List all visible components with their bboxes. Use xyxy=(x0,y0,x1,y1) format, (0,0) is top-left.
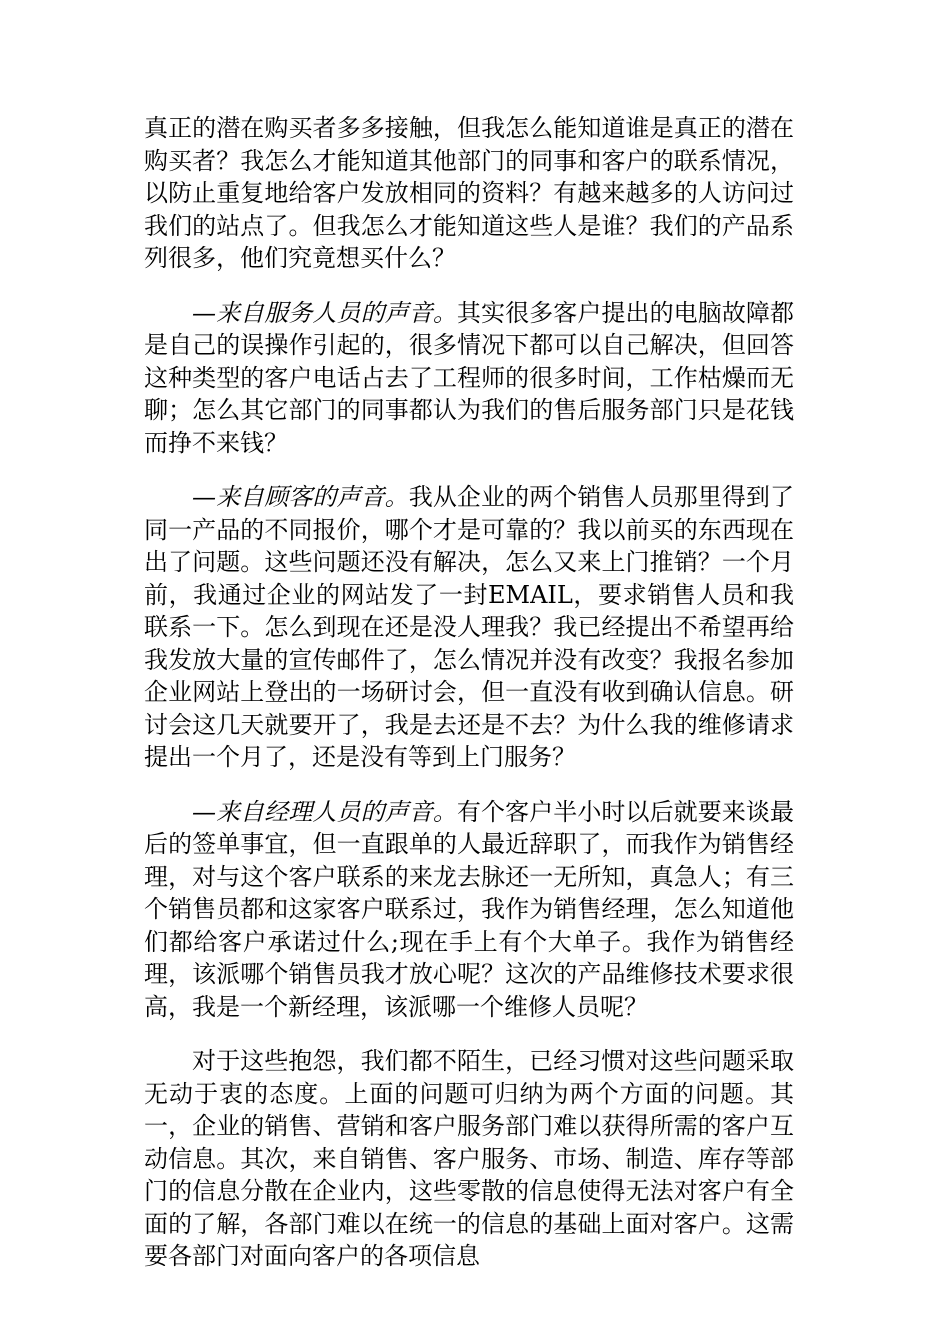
document-page xyxy=(144,112,794,1295)
paragraph-2-lead: —来自服务人员的声音。 xyxy=(192,298,457,327)
paragraph-2-text: 其实很多客户提出的电脑故障都是自己的误操作引起的，很多情况下都可以自己解决，但回答这种类型的客户电话占去了工程师的很多时间，工作枯燥而无聊；怎么其它部门的同事都认为我们的售后服务部门只是花钱而挣不来钱？ xyxy=(144,298,795,457)
paragraph-1-text: 真正的潜在购买者多多接触，但我怎么能知道谁是真正的潜在购买者？我怎么才能知道其他部门的同事和客户的联系情况，以防止重复地给客户发放相同的资料？有越来越多的人访问过我们的站点了。但我怎么才能知道这些人是谁？我们的产品系列很多，他们究竟想买什么？ xyxy=(144,114,794,272)
paragraph-4-lead: —来自经理人员的声音。 xyxy=(192,797,457,826)
paragraph-1 xyxy=(144,112,794,275)
paragraph-3 xyxy=(144,481,794,774)
paragraph-4 xyxy=(144,796,794,1024)
paragraph-2 xyxy=(144,297,794,460)
paragraph-4-text: 有个客户半小时以后就要来谈最后的签单事宜，但一直跟单的人最近辞职了，而我作为销售经理，对与这个客户联系的来龙去脉还一无所知，真急人；有三个销售员都和这家客户联系过，我作为销售经理，怎么知道他们都给客户承诺过什么;现在手上有个大单子。我作为销售经理，该派哪个销售员我才放心呢？这次的产品维修技术要求很高，我是一个新经理，该派哪一个维修人员呢？ xyxy=(144,797,795,1021)
paragraph-3-text: 我从企业的两个销售人员那里得到了同一产品的不同报价，哪个才是可靠的？我以前买的东西现在出了问题。这些问题还没有解决，怎么又来上门推销？一个月前，我通过企业的网站发了一封EMAIL，要求销售人员和我联系一下。怎么到现在还是没人理我？我已经提出不希望再给我发放大量的宣传邮件了，怎么情况并没有改变？我报名参加企业网站上登出的一场研讨会，但一直没有收到确认信息。研讨会这几天就要开了，我是去还是不去？为什么我的维修请求提出一个月了，还是没有等到上门服务？ xyxy=(144,483,794,771)
paragraph-3-lead: —来自顾客的声音。 xyxy=(192,483,409,511)
paragraph-5-text: 对于这些抱怨，我们都不陌生，已经习惯对这些问题采取无动于衷的态度。上面的问题可归纳为两个方面的问题。其一，企业的销售、营销和客户服务部门难以获得所需的客户互动信息。其次，来自销售、客户服务、市场、制造、库存等部门的信息分散在企业内，这些零散的信息使得无法对客户有全面的了解，各部门难以在统一的信息的基础上面对客户。这需要各部门对面向客户的各项信息 xyxy=(144,1047,794,1270)
paragraph-5 xyxy=(144,1045,794,1273)
